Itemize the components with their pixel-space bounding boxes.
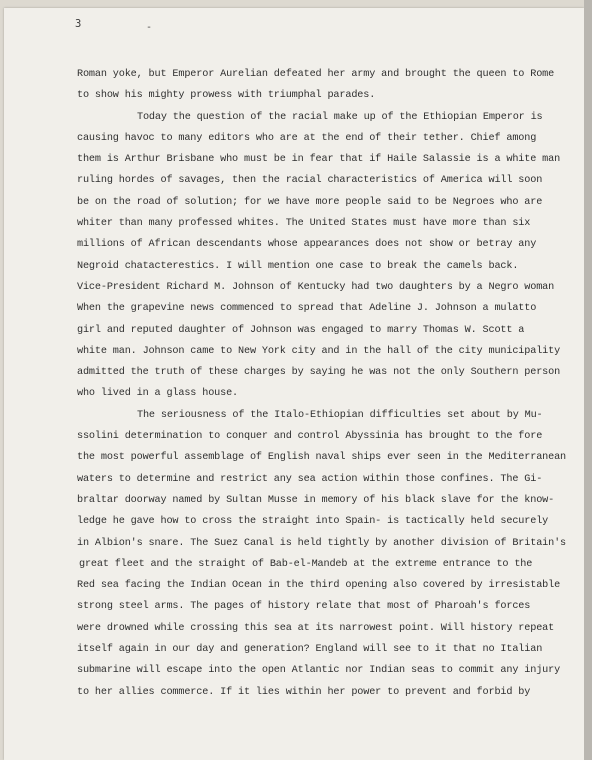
text-line: great fleet and the straight of Bab-el-Mandeb at the extreme entrance to the xyxy=(79,558,533,570)
text-line: Negroid chatacterestics. I will mention one case to break the camels back. xyxy=(77,260,519,272)
text-line: When the grapevine news commenced to spread that Adeline J. Johnson a mulatto xyxy=(77,303,537,315)
text-line: Red sea facing the Indian Ocean in the third opening also covered by irresistable xyxy=(77,580,561,592)
text-line: Roman yoke, but Emperor Aurelian defeated her army and brought the queen to Rome xyxy=(77,69,555,80)
text-line: who lived in a glass house. xyxy=(77,388,239,400)
text-line: them is Arthur Brisbane who must be in fear that if Haile Salassie is a white man xyxy=(77,154,561,166)
page-number: 3 xyxy=(75,18,82,30)
text-line: ruling hordes of savages, then the racial characteristics of America will soon xyxy=(77,175,543,187)
text-line: the most powerful assemblage of English naval ships ever seen in the Mediterranean xyxy=(77,452,567,464)
text-line: ledge he gave how to cross the straight into Spain- is tactically held securely xyxy=(77,516,549,528)
scan-edge xyxy=(584,0,592,760)
text-line: submarine will escape into the open Atlantic nor Indian seas to commit any injury xyxy=(77,665,561,677)
text-line: waters to determine and restrict any sea action within those confines. The Gi- xyxy=(77,473,543,485)
text-line: itself again in our day and generation? England will see to it that no Italian xyxy=(77,644,543,656)
text-line: causing havoc to many editors who are at the end of their tether. Chief among xyxy=(77,132,537,144)
text-line: strong steel arms. The pages of history relate that most of Pharoah's forces xyxy=(77,601,531,613)
text-line: to show his mighty prowess with triumphal parades. xyxy=(77,90,376,102)
text-line: in Albion's snare. The Suez Canal is held tightly by another division of Britain's xyxy=(77,537,567,549)
text-line: whiter than many professed whites. The United States must have more than six xyxy=(77,218,531,230)
text-line: Vice-President Richard M. Johnson of Kentucky had two daughters by a Negro woman xyxy=(77,281,555,293)
text-line: to her allies commerce. If it lies within her power to prevent and forbid by xyxy=(77,686,531,698)
page-mark: - xyxy=(146,22,153,33)
text-line: millions of African descendants whose appearances does not show or betray any xyxy=(77,239,537,251)
body-text xyxy=(77,64,567,703)
text-line: white man. Johnson came to New York city and in the hall of the city municipality xyxy=(77,345,561,357)
text-line: be on the road of solution; for we have more people said to be Negroes who are xyxy=(77,196,543,208)
text-line: were drowned while crossing this sea at its narrowest point. Will history repeat xyxy=(77,622,555,634)
paragraph-start-line: The seriousness of the Italo-Ethiopian difficulties set about by Mu- xyxy=(137,409,543,421)
text-line: admitted the truth of these charges by saying he was not the only Southern person xyxy=(77,367,561,379)
text-line: girl and reputed daughter of Johnson was engaged to marry Thomas W. Scott a xyxy=(77,324,525,336)
paragraph-start-line: Today the question of the racial make up of the Ethiopian Emperor is xyxy=(137,111,543,123)
text-line: braltar doorway named by Sultan Musse in memory of his black slave for the know- xyxy=(77,494,555,506)
text-line: ssolini determination to conquer and control Abyssinia has brought to the fore xyxy=(77,431,543,443)
